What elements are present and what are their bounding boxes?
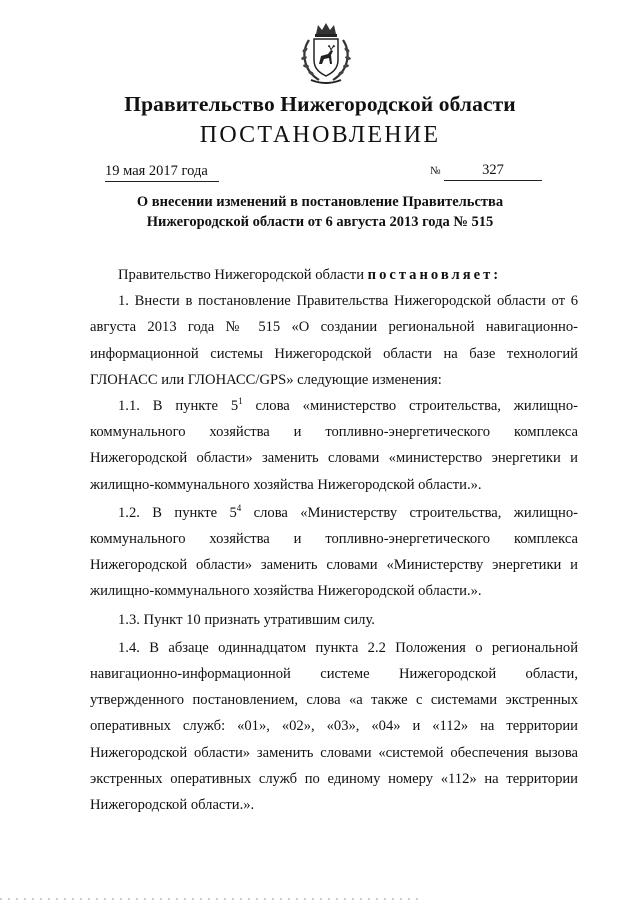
intro-resolves: постановляет: — [367, 267, 502, 283]
intro-prefix: Правительство Нижегородской области — [118, 267, 368, 283]
paragraph-1-3: 1.3. Пункт 10 признать утратившим силу. — [118, 611, 375, 628]
scan-edge-marks — [0, 896, 640, 902]
paragraph-1-1-start: 1.1. В пункте 5 — [118, 398, 239, 415]
document-body — [90, 262, 578, 818]
paragraph-1-4: 1.4. В абзаце одиннадцатом пункта 2.2 Положения о региональной навигационно-информационной системе Нижегородской области, утвержденного постановлением, слова «а также с системами экстренных оперативных служб: «01», «02», «03», «04» и «112» на территории Нижегородской области» заменить словами «системой обеспечения вызова экстренных оперативных служб по единому номеру «112» на территории Нижегородской области.». — [90, 639, 578, 814]
document-subject — [0, 192, 640, 232]
paragraph-1-1 — [90, 393, 578, 498]
subject-line-1: О внесении изменений в постановление Правительства — [136, 194, 504, 210]
paragraph-1: 1. Внести в постановление Правительства Нижегородской области от 6 августа 2013 года № 515 «О создании региональной навигационно-информационной системы Нижегородской области на базе технологий ГЛОНАСС или ГЛОНАСС/GPS» следующие изменения: — [90, 293, 578, 388]
document-date: 19 мая 2017 года — [105, 162, 219, 182]
coat-of-arms-icon — [297, 20, 355, 86]
paragraph-1-1-rest: слова «министерство строительства, жилищно-коммунального хозяйства и топливно-энергетического комплекса Нижегородской области» заменить словами «министерство энергетики и жилищно-коммунального хозяйства Нижегородской области.». — [90, 398, 578, 493]
organization-title: Правительство Нижегородской области — [124, 92, 516, 116]
paragraph-1-1-superscript: 1 — [238, 396, 243, 407]
paragraph-1-2-superscript: 4 — [236, 502, 242, 513]
intro-paragraph — [90, 262, 578, 288]
document-number: 327 — [444, 160, 542, 181]
number-sign: № — [430, 165, 441, 177]
paragraph-1-2 — [90, 500, 578, 605]
document-type-heading: ПОСТАНОВЛЕНИЕ — [199, 122, 441, 148]
subject-line-2: Нижегородской области от 6 августа 2013 года № 515 — [146, 214, 494, 230]
paragraph-1-2-rest: слова «Министерству строительства, жилищно-коммунального хозяйства и топливно-энергетического комплекса Нижегородской области» заменить словами «Министерству энергетики и жилищно-коммунального хозяйства Нижегородской области.». — [90, 504, 578, 600]
paragraph-1-2-start: 1.2. В пункте 5 — [118, 504, 237, 521]
